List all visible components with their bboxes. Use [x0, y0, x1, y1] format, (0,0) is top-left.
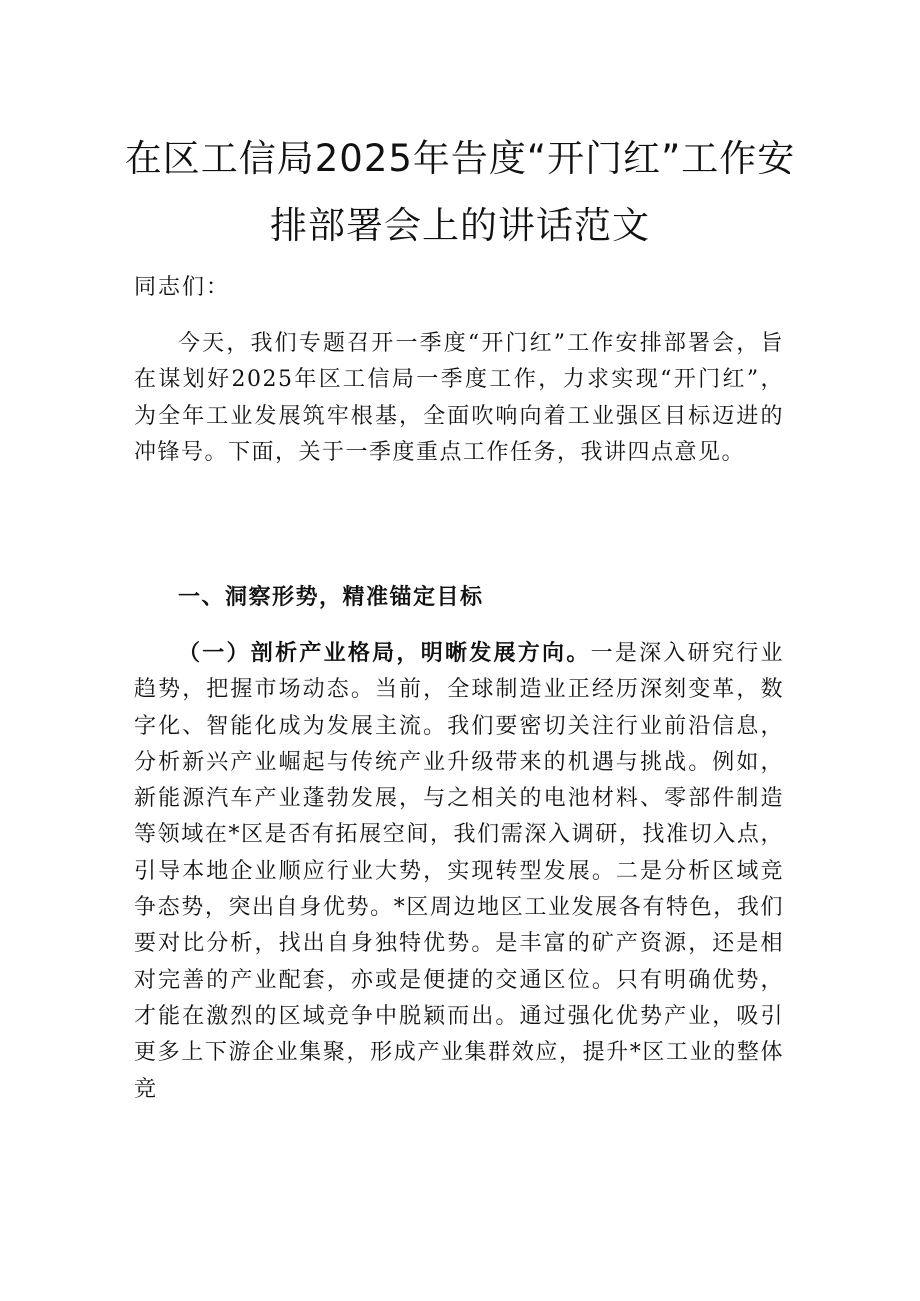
document-title-line-1: 在区工信局2025年告度“开门红”工作安: [124, 137, 796, 180]
subsection-paragraph-1: [134, 635, 784, 1108]
section-heading-1: 一、洞察形势，精准锚定目标: [178, 584, 484, 610]
subsection-lead-1: （一）剖析产业格局，明晰发展方向。: [178, 640, 591, 666]
subsection-body-1: 一是深入研究行业趋势，把握市场动态。当前，全球制造业正经历深刻变革，数字化、智能化成为发展主流。我们要密切关注行业前沿信息，分析新兴产业崛起与传统产业升级带来的机遇与挑战。例如，新能源汽车产业蓬勃发展，与之相关的电池材料、零部件制造等领域在*区是否有拓展空间，我们需深入调研，找准切入点，引导本地企业顺应行业大势，实现转型发展。二是分析区域竞争态势，突出自身优势。*区周边地区工业发展各有特色，我们要对比分析，找出自身独特优势。是丰富的矿产资源，还是相对完善的产业配套，亦或是便捷的交通区位。只有明确优势，才能在激烈的区域竞争中脱颖而出。通过强化优势产业，吸引更多上下游企业集聚，形成产业集群效应，提升*区工业的整体竞: [134, 641, 784, 1102]
salutation: 同志们：: [134, 275, 231, 300]
intro-paragraph: 今天，我们专题召开一季度“开门红”工作安排部署会，旨在谋划好2025年区工信局一季度工作，力求实现“开门红”，为全年工业发展筑牢根基，全面吹响向着工业强区目标迈进的冲锋号。下面，关于一季度重点工作任务，我讲四点意见。: [134, 331, 784, 465]
document-title-line-2: 排部署会上的讲话范文: [270, 204, 650, 247]
